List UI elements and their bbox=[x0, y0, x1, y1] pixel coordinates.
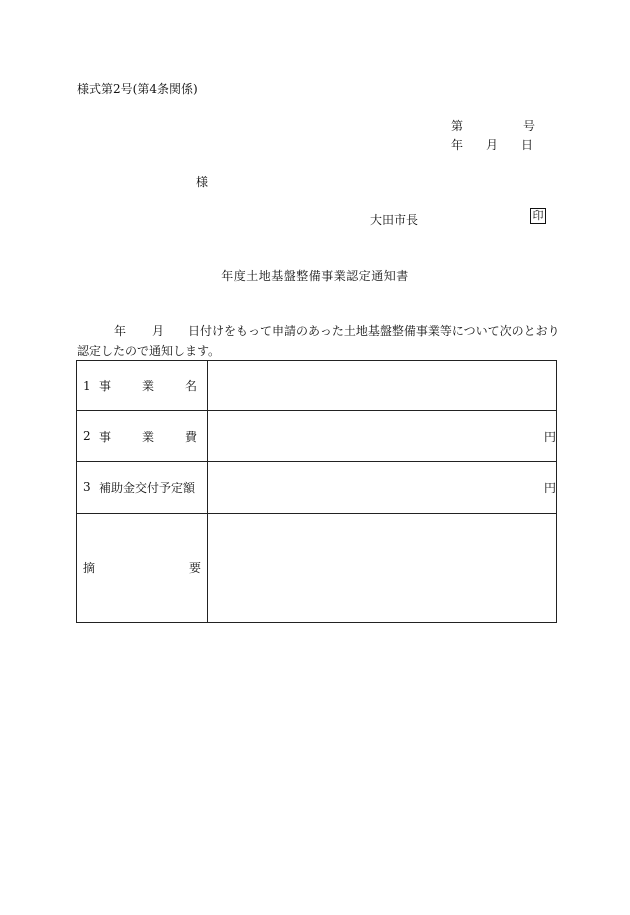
date-year-label: 年 bbox=[451, 138, 464, 152]
label-char: 名 bbox=[184, 379, 197, 394]
label-char: 業 bbox=[141, 379, 154, 394]
table-row-project-cost bbox=[77, 411, 557, 462]
table-row-remarks bbox=[77, 513, 557, 622]
addressee-honorific: 様 bbox=[196, 175, 209, 189]
row-number: 1 bbox=[83, 378, 91, 393]
label-cell bbox=[77, 361, 208, 411]
body-text-rest: 日付けをもって申請のあった土地基盤整備事業等について次のとおり bbox=[188, 324, 560, 338]
label-char: 事 bbox=[99, 429, 112, 444]
remarks-field[interactable] bbox=[208, 513, 557, 622]
document-number-label: 第 bbox=[451, 119, 464, 133]
row-number: 3 bbox=[83, 480, 91, 495]
date-month-label: 月 bbox=[486, 138, 499, 152]
row-number: 2 bbox=[83, 429, 91, 444]
remarks-label-char: 摘 bbox=[83, 561, 96, 576]
project-cost-field[interactable] bbox=[208, 411, 557, 462]
label-cell bbox=[77, 513, 208, 622]
project-name-field[interactable] bbox=[208, 361, 557, 411]
body-month-label: 月 bbox=[152, 324, 165, 338]
body-year-label: 年 bbox=[114, 324, 127, 338]
label-char: 事 bbox=[99, 379, 112, 394]
body-text-line-1 bbox=[114, 322, 560, 339]
currency-unit: 円 bbox=[543, 429, 556, 444]
seal-icon: 印 bbox=[530, 208, 546, 224]
document-title: 年度土地基盤整備事業認定通知書 bbox=[221, 269, 409, 283]
table-row-subsidy-amount bbox=[77, 462, 557, 513]
label-cell bbox=[77, 462, 208, 513]
currency-unit: 円 bbox=[543, 480, 556, 495]
remarks-label-char: 要 bbox=[188, 561, 201, 576]
table-row-project-name bbox=[77, 361, 557, 411]
label-char: 業 bbox=[141, 429, 154, 444]
document-number-suffix: 号 bbox=[523, 119, 536, 133]
date-day-label: 日 bbox=[521, 138, 534, 152]
sender-name: 大田市長 bbox=[370, 213, 419, 227]
subsidy-amount-field[interactable] bbox=[208, 462, 557, 513]
subsidy-label: 補助金交付予定額 bbox=[99, 480, 196, 495]
label-char: 費 bbox=[184, 429, 197, 444]
form-number: 様式第2号(第4条関係) bbox=[77, 82, 198, 96]
label-cell bbox=[77, 411, 208, 462]
body-text-line-2: 認定したので通知します。 bbox=[77, 344, 221, 358]
details-table bbox=[76, 360, 557, 623]
